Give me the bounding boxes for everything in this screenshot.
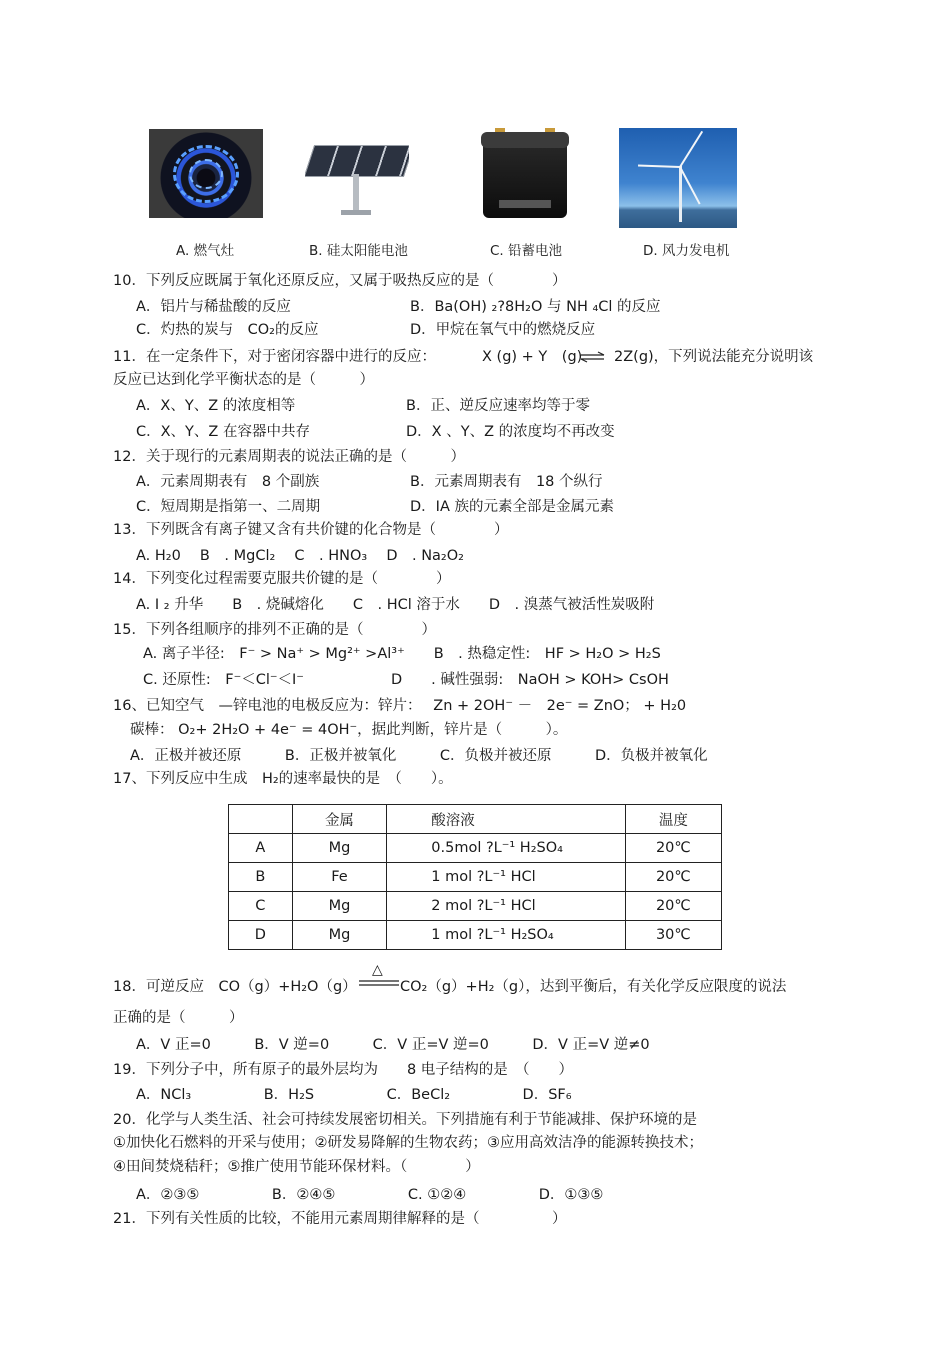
q16-options: A．正极并被还原 B．正极并被氧化 C．负极并被还原 D．负极并被氧化 — [130, 748, 708, 764]
table-row — [229, 834, 722, 863]
q10-option-a: A．铝片与稀盐酸的反应 — [136, 299, 291, 315]
table-row — [229, 921, 722, 950]
q10-option-b: B．Ba(OH) ₂?8H₂O 与 NH ₄Cl 的反应 — [410, 299, 661, 315]
question-11-line2: 反应已达到化学平衡状态的是（ ） — [113, 372, 374, 388]
question-13: 13．下列既含有离子键又含有共价键的化合物是（ ） — [113, 522, 509, 538]
q14-options: A. I ₂ 升华 B . 烧碱熔化 C . HCl 溶于水 D . 溴蒸气被活性炭吸附 — [136, 597, 655, 613]
q13-options: A. H₂0 B . MgCl₂ C . HNO₃ D . Na₂O₂ — [136, 548, 464, 564]
heat-triangle-icon: △ — [372, 962, 383, 978]
question-19: 19．下列分子中，所有原子的最外层均为 8 电子结构的是 （ ） — [113, 1062, 574, 1078]
question-11-part2: X (g) + Y (g) — [482, 349, 583, 365]
question-18-part1: 18．可逆反应 CO（g）+H₂O（g） — [113, 979, 357, 995]
q18-options: A．V 正=0 B．V 逆=0 C．V 正=V 逆=0 D．V 正=V 逆≠0 — [136, 1037, 650, 1053]
question-17: 17、下列反应中生成 H₂的速率最快的是 （ ）。 — [113, 771, 453, 787]
table-header: 金属 — [292, 805, 387, 834]
q11-option-c: C．X、Y、Z 在容器中共存 — [136, 424, 310, 440]
table-row — [229, 892, 722, 921]
q12-option-d: D．IA 族的元素全部是金属元素 — [410, 499, 614, 515]
table-cell: 2 mol ?L⁻¹ HCl — [387, 892, 625, 921]
q12-option-b: B．元素周期表有 18 个纵行 — [410, 474, 603, 490]
question-11-part3: 2Z(g)，下列说法能充分说明该 — [614, 349, 814, 365]
solar-panel-photo — [305, 140, 409, 216]
question-14: 14．下列变化过程需要克服共价键的是（ ） — [113, 571, 451, 587]
question-10: 10．下列反应既属于氧化还原反应，又属于吸热反应的是（ ） — [113, 273, 567, 289]
caption-a: A. 燃气灶 — [176, 243, 235, 259]
q12-option-c: C．短周期是指第一、二周期 — [136, 499, 321, 515]
reaction-rate-table — [228, 804, 722, 950]
table-cell: 1 mol ?L⁻¹ HCl — [387, 863, 625, 892]
table-cell: Fe — [292, 863, 387, 892]
table-header: 温度 — [625, 805, 721, 834]
equilibrium-arrow-icon — [580, 351, 606, 363]
table-cell: C — [229, 892, 293, 921]
question-21: 21．下列有关性质的比较，不能用元素周期律解释的是（ ） — [113, 1211, 567, 1227]
table-cell: Mg — [292, 921, 387, 950]
table-row — [229, 863, 722, 892]
reaction-equals-icon — [358, 978, 400, 988]
table-header-row — [229, 805, 722, 834]
table-cell: D — [229, 921, 293, 950]
question-20: 20．化学与人类生活、社会可持续发展密切相关。下列措施有利于节能减排、保护环境的是 — [113, 1112, 697, 1128]
table-cell: 20℃ — [625, 834, 721, 863]
caption-c: C. 铅蓄电池 — [490, 243, 563, 259]
table-cell: 30℃ — [625, 921, 721, 950]
question-15: 15．下列各组顺序的排列不正确的是（ ） — [113, 622, 436, 638]
q19-options: A．NCl₃ B．H₂S C．BeCl₂ D．SF₆ — [136, 1087, 572, 1103]
table-cell: 1 mol ?L⁻¹ H₂SO₄ — [387, 921, 625, 950]
question-20-line3: ④田间焚烧秸秆；⑤推广使用节能环保材料。（ ） — [113, 1159, 480, 1175]
q15-options-ab: A. 离子半径: F⁻ > Na⁺ > Mg²⁺ >Al³⁺ B . 热稳定性: HF > H₂O > H₂S — [143, 646, 661, 662]
question-20-line2: ①加快化石燃料的开采与使用；②研发易降解的生物农药；③应用高效洁净的能源转换技术； — [113, 1135, 703, 1151]
table-cell: A — [229, 834, 293, 863]
table-cell: Mg — [292, 892, 387, 921]
table-header — [229, 805, 293, 834]
table-header: 酸溶液 — [387, 805, 625, 834]
q10-option-d: D．甲烷在氧气中的燃烧反应 — [410, 322, 596, 338]
question-11-part1: 11．在一定条件下，对于密闭容器中进行的反应： — [113, 349, 436, 365]
q20-options: A．②③⑤ B．②④⑤ C. ①②④ D．①③⑤ — [136, 1187, 604, 1203]
question-16-line2: 碳棒： O₂+ 2H₂O + 4e⁻ = 4OH⁻，据此判断，锌片是（ ）。 — [130, 722, 568, 738]
caption-b: B. 硅太阳能电池 — [309, 243, 408, 259]
table-cell: Mg — [292, 834, 387, 863]
q15-options-cd: C. 还原性: F⁻＜Cl⁻＜I⁻ D . 碱性强弱: NaOH > KOH> CsOH — [143, 672, 669, 688]
q12-option-a: A．元素周期表有 8 个副族 — [136, 474, 320, 490]
table-cell: 20℃ — [625, 863, 721, 892]
question-18-part2: CO₂（g）+H₂（g），达到平衡后，有关化学反应限度的说法 — [400, 979, 787, 995]
question-12: 12．关于现行的元素周期表的说法正确的是（ ） — [113, 449, 465, 465]
wind-turbine-photo — [619, 128, 737, 228]
table-cell: B — [229, 863, 293, 892]
q11-option-a: A．X、Y、Z 的浓度相等 — [136, 398, 296, 414]
q11-option-d: D．X 、Y、Z 的浓度均不再改变 — [406, 424, 615, 440]
q10-option-c: C．灼热的炭与 CO₂的反应 — [136, 322, 319, 338]
table-cell: 0.5mol ?L⁻¹ H₂SO₄ — [387, 834, 625, 863]
gas-stove-photo — [149, 129, 263, 218]
table-cell: 20℃ — [625, 892, 721, 921]
question-18-line2: 正确的是（ ） — [113, 1010, 244, 1026]
lead-acid-battery-photo — [481, 128, 570, 220]
caption-d: D. 风力发电机 — [643, 243, 730, 259]
q11-option-b: B．正、逆反应速率均等于零 — [406, 398, 590, 414]
question-16: 16、已知空气 —锌电池的电极反应为：锌片： Zn + 2OH⁻ － 2e⁻ = ZnO； + H₂0 — [113, 698, 687, 714]
